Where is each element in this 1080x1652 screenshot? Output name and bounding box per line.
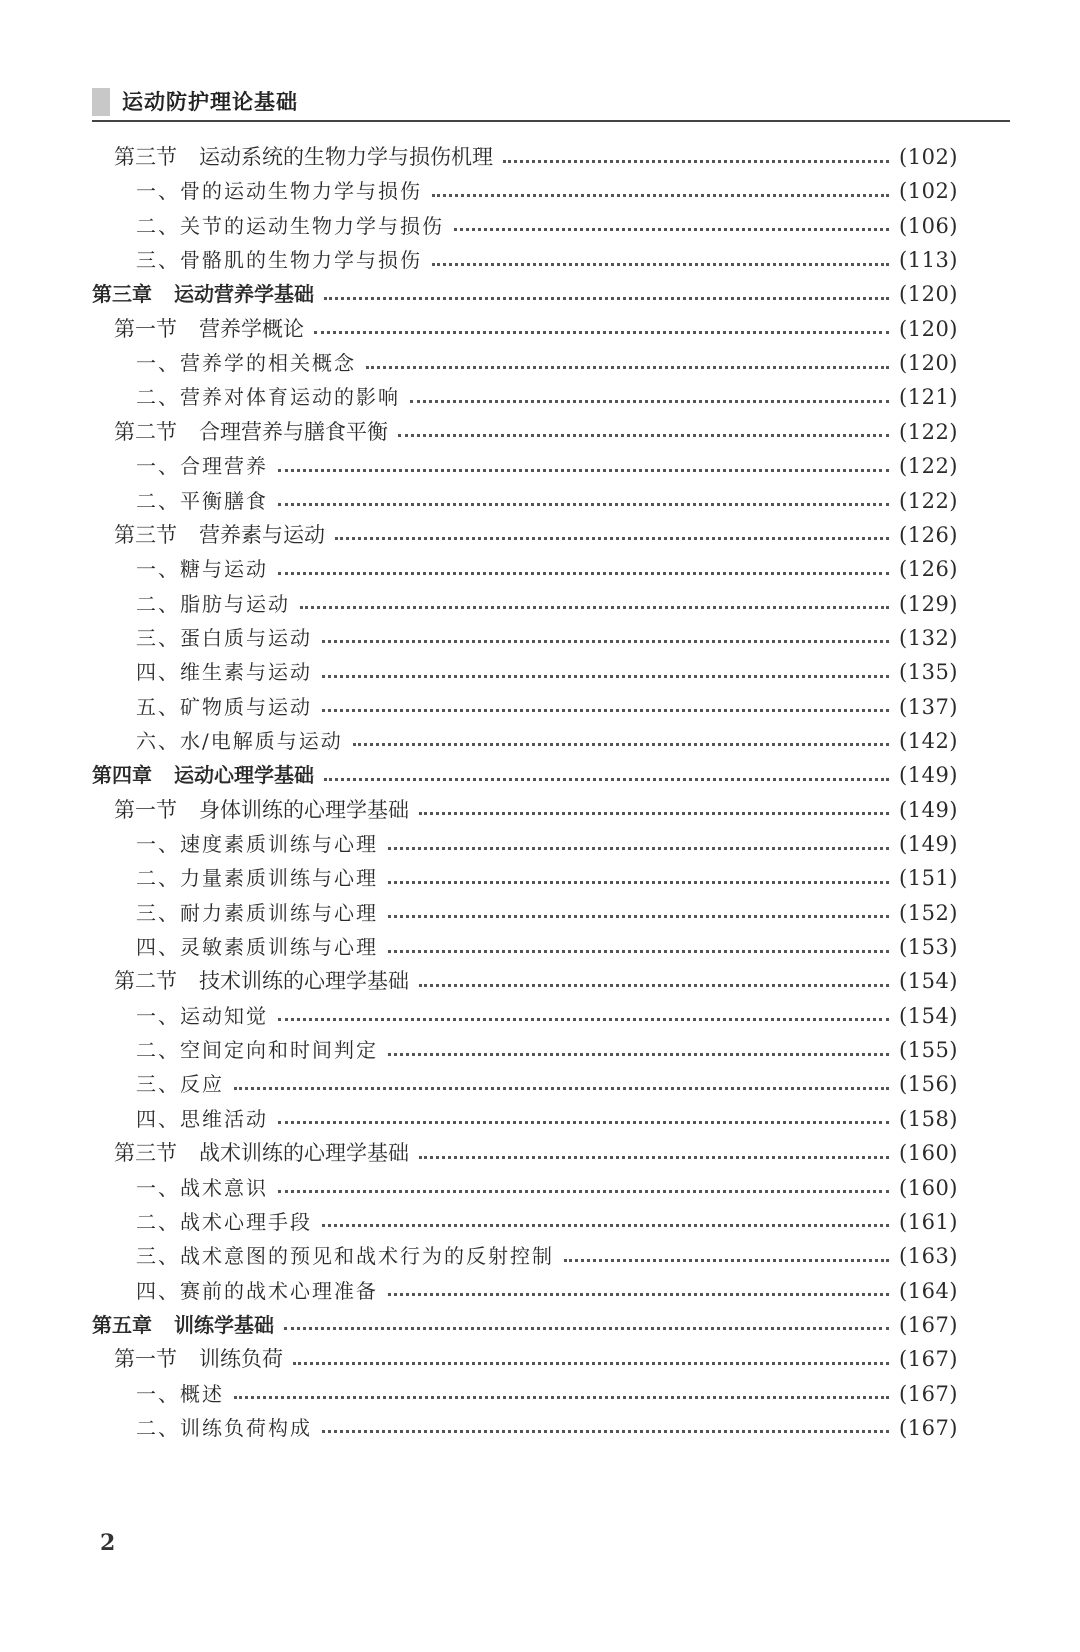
toc-entry-label — [136, 448, 268, 484]
toc-entry-number: 三、 — [136, 1244, 180, 1269]
toc-entry-page: (149) — [899, 763, 958, 788]
dot-leader — [234, 1087, 889, 1090]
toc-entry-page: (155) — [899, 1038, 958, 1063]
dot-leader — [388, 1293, 889, 1296]
toc-entry-title: 脂肪与运动 — [180, 591, 290, 616]
toc-entry-title: 灵敏素质训练与心理 — [180, 935, 378, 960]
toc-entry-label — [136, 551, 268, 587]
toc-entry-title: 训练负荷 — [199, 1347, 283, 1372]
toc-entry-section[interactable] — [114, 963, 958, 999]
toc-entry-title: 运动心理学基础 — [174, 763, 314, 788]
toc-entry-title: 营养素与运动 — [199, 522, 325, 547]
toc-entry-section[interactable] — [114, 1135, 958, 1171]
toc-entry-page: (167) — [899, 1347, 958, 1372]
toc-entry-chapter[interactable] — [92, 1307, 958, 1343]
dot-leader — [503, 160, 889, 163]
toc-entry-number: 第五章 — [92, 1312, 152, 1337]
toc-entry-page: (164) — [899, 1278, 958, 1303]
toc-entry-number: 二、 — [136, 213, 180, 238]
toc-entry-page: (129) — [899, 591, 958, 616]
toc-entry-page: (149) — [899, 832, 958, 856]
dot-leader — [419, 1156, 889, 1159]
dot-leader — [366, 366, 889, 369]
toc-entry-label — [136, 208, 444, 244]
dot-leader — [300, 606, 889, 609]
toc-entry-title: 关节的运动生物力学与损伤 — [180, 213, 444, 238]
toc-entry-label — [136, 723, 343, 759]
toc-entry-number: 二、 — [136, 1209, 180, 1234]
toc-entry-label — [114, 311, 304, 347]
toc-entry-page: (161) — [899, 1209, 958, 1234]
dot-leader — [322, 709, 889, 712]
toc-entry-page: (142) — [899, 728, 958, 753]
toc-entry-title: 营养学概论 — [199, 316, 304, 341]
toc-entry-title: 骨的运动生物力学与损伤 — [180, 179, 422, 204]
toc-entry-title: 战术心理手段 — [180, 1209, 312, 1234]
dot-leader — [278, 1190, 889, 1193]
toc-entry-title: 运动营养学基础 — [174, 282, 314, 307]
toc-entry-label — [114, 963, 409, 999]
toc-entry-page: (102) — [899, 179, 958, 204]
toc-entry-title: 速度素质训练与心理 — [180, 832, 378, 856]
toc-entry-number: 二、 — [136, 1415, 180, 1440]
toc-entry-label — [92, 276, 314, 312]
toc-entry-title: 耐力素质训练与心理 — [180, 900, 378, 925]
toc-entry-item[interactable] — [136, 1101, 958, 1137]
toc-entry-item[interactable] — [136, 998, 958, 1034]
toc-entry-item[interactable] — [136, 1238, 958, 1274]
toc-entry-number: 一、 — [136, 179, 180, 204]
toc-entry-page: (120) — [899, 351, 958, 376]
toc-entry-item[interactable] — [136, 860, 958, 896]
dot-leader — [293, 1362, 889, 1365]
toc-entry-number: 第二节 — [114, 969, 177, 994]
toc-entry-number: 第一节 — [114, 797, 177, 822]
toc-entry-page: (163) — [899, 1244, 958, 1269]
toc-entry-label — [136, 1032, 378, 1068]
toc-entry-page: (113) — [899, 248, 958, 273]
toc-entry-page: (151) — [899, 866, 958, 891]
toc-entry-number: 第三节 — [114, 145, 177, 169]
toc-entry-title: 维生素与运动 — [180, 660, 312, 685]
toc-entry-item[interactable] — [136, 654, 958, 690]
toc-entry-title: 思维活动 — [180, 1106, 268, 1131]
toc-entry-title: 骨骼肌的生物力学与损伤 — [180, 248, 422, 273]
toc-entry-title: 力量素质训练与心理 — [180, 866, 378, 891]
toc-entry-number: 二、 — [136, 866, 180, 891]
dot-leader — [410, 400, 889, 403]
toc-entry-number: 四、 — [136, 1106, 180, 1131]
toc-entry-number: 四、 — [136, 660, 180, 685]
dot-leader — [353, 743, 889, 746]
toc-entry-number: 一、 — [136, 832, 180, 856]
toc-entry-label — [114, 792, 409, 828]
toc-entry-item[interactable] — [136, 586, 958, 622]
dot-leader — [432, 263, 889, 266]
dot-leader — [419, 984, 889, 987]
toc-entry-label — [136, 929, 378, 965]
toc-entry-item[interactable] — [136, 1170, 958, 1206]
dot-leader — [388, 847, 889, 850]
toc-entry-number: 四、 — [136, 1278, 180, 1303]
toc-entry-item[interactable] — [136, 1376, 958, 1412]
toc-entry-item[interactable] — [136, 1066, 958, 1102]
dot-leader — [278, 1121, 889, 1124]
dot-leader — [388, 950, 889, 953]
toc-entry-chapter[interactable] — [92, 276, 958, 312]
toc-entry-page: (156) — [899, 1072, 958, 1097]
toc-entry-number: 第一节 — [114, 1347, 177, 1372]
toc-entry-number: 二、 — [136, 1038, 180, 1063]
dot-leader — [314, 331, 889, 334]
toc-entry-label — [114, 1341, 283, 1377]
toc-entry-title: 反应 — [180, 1072, 224, 1097]
toc-entry-page: (167) — [899, 1312, 958, 1337]
toc-entry-page: (160) — [899, 1175, 958, 1200]
toc-entry-label — [136, 379, 400, 415]
toc-entry-section[interactable] — [114, 311, 958, 347]
dot-leader — [388, 915, 889, 918]
toc-entry-page: (152) — [899, 900, 958, 925]
toc-entry-label — [136, 998, 268, 1034]
dot-leader — [388, 1053, 889, 1056]
toc-entry-label — [92, 1307, 274, 1343]
dot-leader — [278, 503, 889, 506]
toc-entry-label — [136, 895, 378, 931]
toc-entry-number: 一、 — [136, 1381, 180, 1406]
toc-entry-label — [136, 1376, 224, 1412]
toc-entry-label — [136, 654, 312, 690]
toc-entry-label — [136, 689, 312, 725]
dot-leader — [278, 572, 889, 575]
toc-entry-item[interactable] — [136, 1273, 958, 1309]
toc-entry-page: (122) — [899, 488, 958, 513]
toc-entry-label — [136, 483, 268, 519]
toc-entry-label — [136, 1238, 554, 1274]
toc-entry-title: 战术意识 — [180, 1175, 268, 1200]
dot-leader — [322, 1224, 889, 1227]
toc-entry-label — [136, 242, 422, 278]
toc-entry-label — [136, 826, 378, 862]
toc-entry-title: 平衡膳食 — [180, 488, 268, 513]
toc-entry-item[interactable] — [136, 1032, 958, 1068]
toc-entry-title: 训练学基础 — [174, 1312, 274, 1337]
dot-leader — [432, 194, 889, 197]
toc-entry-label — [136, 1273, 378, 1309]
toc-entry-page: (160) — [899, 1141, 958, 1166]
book-title: 运动防护理论基础 — [122, 90, 298, 114]
toc-entry-page: (167) — [899, 1381, 958, 1406]
toc-entry-label — [136, 586, 290, 622]
toc-entry-number: 五、 — [136, 694, 180, 719]
dot-leader — [278, 469, 889, 472]
toc-entry-page: (122) — [899, 419, 958, 444]
toc-entry-section[interactable] — [114, 792, 958, 828]
toc-entry-item[interactable] — [136, 208, 958, 244]
toc-entry-title: 身体训练的心理学基础 — [199, 797, 409, 822]
toc-entry-label — [136, 1066, 224, 1102]
toc-entry-label — [136, 1170, 268, 1206]
running-header — [92, 82, 1010, 122]
toc-entry-item[interactable] — [136, 448, 958, 484]
toc-entry-item[interactable] — [136, 551, 958, 587]
toc-entry-title: 合理营养 — [180, 454, 268, 479]
dot-leader — [454, 228, 889, 231]
toc-entry-number: 三、 — [136, 1072, 180, 1097]
toc-entry-number: 一、 — [136, 454, 180, 479]
toc-entry-number: 六、 — [136, 728, 180, 753]
toc-entry-item[interactable] — [136, 929, 958, 965]
toc-entry-number: 第一节 — [114, 316, 177, 341]
toc-entry-title: 营养学的相关概念 — [180, 351, 356, 376]
toc-entry-label — [114, 414, 388, 450]
toc-entry-page: (154) — [899, 969, 958, 994]
toc-entry-number: 二、 — [136, 385, 180, 410]
toc-entry-title: 战术意图的预见和战术行为的反射控制 — [180, 1244, 554, 1269]
toc-entry-page: (167) — [899, 1415, 958, 1440]
toc-entry-number: 第三节 — [114, 1141, 177, 1166]
dot-leader — [419, 812, 889, 815]
toc-entry-title: 赛前的战术心理准备 — [180, 1278, 378, 1303]
toc-entry-page: (132) — [899, 625, 958, 650]
toc-entry-section[interactable] — [114, 414, 958, 450]
toc-entry-number: 一、 — [136, 557, 180, 582]
toc-entry-page: (153) — [899, 935, 958, 960]
toc-entry-number: 三、 — [136, 625, 180, 650]
toc-entry-number: 第三章 — [92, 282, 152, 307]
toc-entry-item[interactable] — [136, 723, 958, 759]
dot-leader — [278, 1018, 889, 1021]
toc-entry-number: 三、 — [136, 900, 180, 925]
toc-entry-page: (137) — [899, 694, 958, 719]
toc-entry-item[interactable] — [136, 379, 958, 415]
dot-leader — [388, 881, 889, 884]
toc-entry-number: 第三节 — [114, 522, 177, 547]
toc-entry-page: (122) — [899, 454, 958, 479]
toc-entry-title: 运动系统的生物力学与损伤机理 — [199, 145, 493, 169]
toc-entry-item[interactable] — [136, 826, 958, 862]
toc-entry-page: (121) — [899, 385, 958, 410]
toc-entry-section[interactable] — [114, 517, 958, 553]
toc-entry-item[interactable] — [136, 620, 958, 656]
toc-entry-label — [114, 1135, 409, 1171]
dot-leader — [322, 640, 889, 643]
dot-leader — [324, 778, 889, 781]
toc-entry-label — [114, 139, 493, 175]
toc-entry-title: 矿物质与运动 — [180, 694, 312, 719]
toc-entry-title: 训练负荷构成 — [180, 1415, 312, 1440]
dot-leader — [322, 675, 889, 678]
toc-entry-number: 四、 — [136, 935, 180, 960]
toc-entry-title: 合理营养与膳食平衡 — [199, 419, 388, 444]
toc-entry-page: (106) — [899, 213, 958, 238]
toc-entry-page: (135) — [899, 660, 958, 685]
dot-leader — [324, 297, 889, 300]
toc-entry-page: (158) — [899, 1106, 958, 1131]
toc-entry-page: (154) — [899, 1003, 958, 1028]
toc-entry-page: (126) — [899, 557, 958, 582]
toc-entry-item[interactable] — [136, 1204, 958, 1240]
toc-entry-title: 糖与运动 — [180, 557, 268, 582]
dot-leader — [398, 434, 889, 437]
toc-entry-label — [136, 1204, 312, 1240]
toc-entry-page: (126) — [899, 522, 958, 547]
toc-entry-item[interactable] — [136, 1410, 958, 1446]
toc-entry-label — [136, 860, 378, 896]
toc-entry-title: 水/电解质与运动 — [180, 728, 343, 753]
toc-entry-label — [136, 1101, 268, 1137]
toc-entry-title: 概述 — [180, 1381, 224, 1406]
toc-entry-number: 一、 — [136, 1003, 180, 1028]
toc-entry-item[interactable] — [136, 895, 958, 931]
toc-entry-item[interactable] — [136, 345, 958, 381]
toc-entry-number: 第四章 — [92, 763, 152, 788]
dot-leader — [322, 1430, 889, 1433]
dot-leader — [564, 1259, 889, 1262]
toc-entry-number: 三、 — [136, 248, 180, 273]
toc-entry-number: 一、 — [136, 351, 180, 376]
toc-entry-number: 二、 — [136, 488, 180, 513]
toc-entry-title: 技术训练的心理学基础 — [199, 969, 409, 994]
toc-entry-title: 运动知觉 — [180, 1003, 268, 1028]
toc-entry-title: 营养对体育运动的影响 — [180, 385, 400, 410]
toc-entry-section[interactable] — [114, 1341, 958, 1377]
toc-entry-item[interactable] — [136, 483, 958, 519]
toc-entry-label — [114, 517, 325, 553]
toc-entry-title: 空间定向和时间判定 — [180, 1038, 378, 1063]
toc-entry-item[interactable] — [136, 173, 958, 209]
toc-entry-label — [136, 1410, 312, 1446]
toc-entry-label — [136, 173, 422, 209]
toc-entry-title: 战术训练的心理学基础 — [199, 1141, 409, 1166]
dot-leader — [335, 537, 889, 540]
toc-entry-item[interactable] — [136, 689, 958, 725]
toc-entry-page: (120) — [899, 316, 958, 341]
dot-leader — [234, 1396, 889, 1399]
dot-leader — [284, 1327, 889, 1330]
toc-entry-number: 二、 — [136, 591, 180, 616]
toc-entry-page: (102) — [899, 145, 958, 169]
toc-entry-label — [92, 757, 314, 793]
toc-entry-page: (120) — [899, 282, 958, 307]
toc-entry-section[interactable] — [114, 139, 958, 175]
header-marker-bar — [92, 88, 110, 116]
toc-entry-label — [136, 620, 312, 656]
toc-entry-title: 蛋白质与运动 — [180, 625, 312, 650]
toc-entry-number: 第二节 — [114, 419, 177, 444]
toc-entry-item[interactable] — [136, 242, 958, 278]
toc-entry-page: (149) — [899, 797, 958, 822]
toc-entry-label — [136, 345, 356, 381]
page-number: 2 — [100, 1530, 116, 1556]
header-divider — [92, 120, 1010, 122]
toc-entry-number: 一、 — [136, 1175, 180, 1200]
toc-entry-chapter[interactable] — [92, 757, 958, 793]
